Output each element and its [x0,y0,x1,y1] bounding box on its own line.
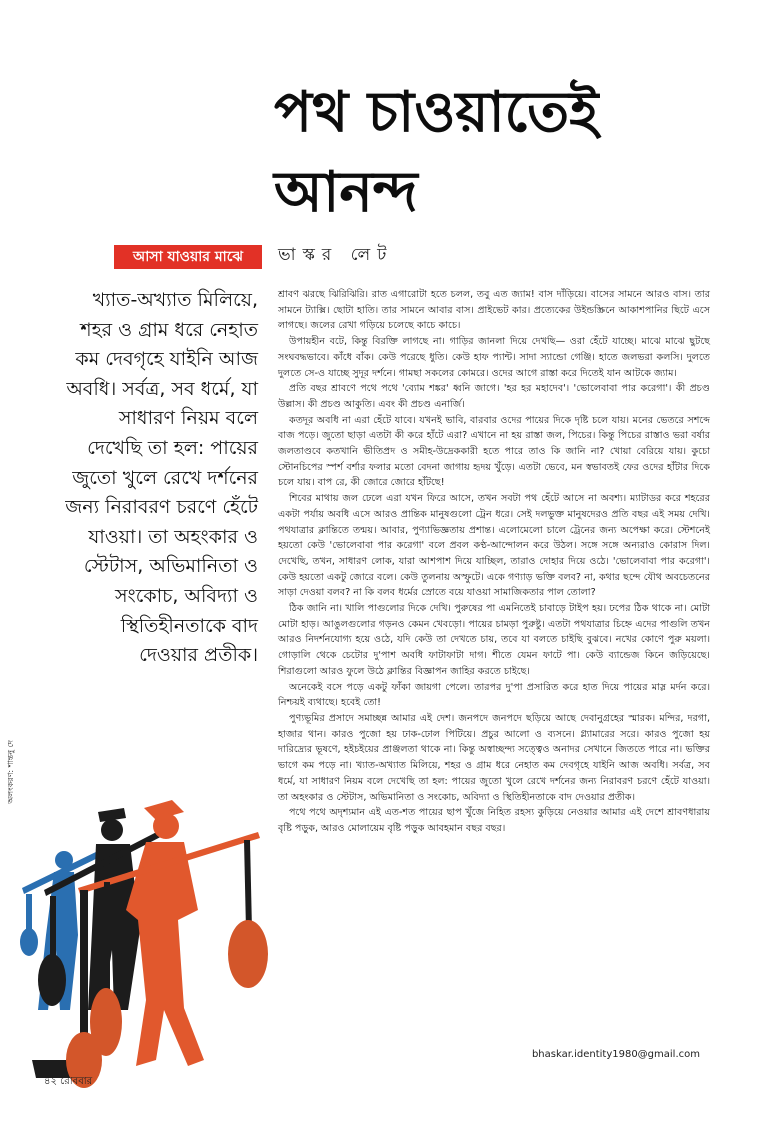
page-footer: ৪২ রোববার [44,1076,93,1087]
article-paragraph: প্রতি বছর শ্রাবণে পথে পথে 'ব্যোম শঙ্কর' ধ্বনি জাগে। 'হর হর মহাদেব'। 'ভোলেবাবা পার করেগা'। কী প্রচণ্ড উল্লাস। কী প্রচণ্ড আকুতি। এবং কী প্রচণ্ড এনার্জি। [278,383,710,410]
article-paragraph: শিবের মাথায় জল ঢেলে এরা যখন ফিরে আসে, তখন সবটা পথ হেঁটে আসে না অবশ্য। ম্যাটাডর করে শহরের একটা পর্যায় অবধি এসে আরও প্রান্তিক মানুষগুলো ট্রেন ধরে। সেই দলভুক্ত মানুষদেরও প্রতি বছর এই সময় দেখি। পথযাত্রার ক্লান্তিতে তন্ময়। আবার, পুণ্যাভিজ্ঞতায় প্রশান্ত। এলোমেলো চালে ট্রেনের জন্য অপেক্ষা করে। স্টেশনেই হয়তো কেউ 'ভোলেবাবা পার করেগা' বলে প্রবল কণ্ঠ-আন্দোলন করে উঠল। সঙ্গে সঙ্গে অন্যরাও কোরাস দিল। দেখেছি, তখন, সাধারণ লোক, যারা আশপাশ দিয়ে যাচ্ছিল, তারাও দোহার দিয়ে ওঠে। 'ভোলেবাবা পার করেগা'। কেউ হয়তো একটু জোরে বলে। কেউ তুলনায় অস্ফুটে। একে গণ্যাড় ভক্তি বলব? না, কথার ছন্দে যৌথ অবচেতনের সাড়া দেওয়া বলব? না কি বলব ধর্মের স্রোতে বয়ে যাওয়া সামাজিকতার পাল তোলা? [278,493,710,599]
article-paragraph: ঠিক জানি না। খালি পাগুলোর দিকে দেখি। পুরুষের পা এমনিতেই চাবাড়ে টাইপ হয়। ঢপের ঠিক থাকে না। মোটা মোটা হাড়। আঙুলগুলোর গড়নও কেমন খেবড়ো। পায়ের চামড়া পুরুষ্টু। এতটা পথযাত্রার চিহ্নে এদের পাগুলি তখন আরও নিদর্শনযোগ্য হয়ে ওঠে, যদি কেউ তা দেখতে চায়, তবে যা বলতে চাইছি বুঝবে। নখের কোণে পুরু ময়লা। গোড়ালি থেকে চেটোর দু'পাশ অবধি ফাটাফাটা দাগ। শীতে যেমন ফাটে পা। কেউ ব্যান্ডেজ কিনে জড়িয়েছে। শিরাগুলো আরও ফুলে উঠে ক্লান্তির বিজ্ঞাপন জাহির করতে চাইছে। [278,603,710,677]
article-paragraph: পুণ্যভূমির প্রসাদে সমাচ্ছন্ন আমার এই দেশ। জনপদে জনপদে ছড়িয়ে আছে দেবানুগ্রহের স্মারক। মন্দির, দরগা, হাজার থান। কারও পুজো হয় ঢাক-ঢোল পিটিয়ে। প্রচুর আলো ও ব্যসনে। গ্ল্যামারের সরে। কারও পুজো হয় দারিদ্র্যের ভূষণে, হইচইয়ের প্রাঞ্জলতা থাকে না। কিন্তু অস্বাচ্ছন্দ্য সত্ত্বেও অনাদর সেখানে জিততে পারে না। ভক্তির ভাগে কম পড়ে না। খ্যাত-অখ্যাত মিলিয়ে, শহর ও গ্রাম ধরে নেহাত কম দেবগৃহে যাইনি আজ অবধি। সর্বত্র, সব ধর্মে, যা সাধারণ নিয়ম বলে দেখেছি তা হল: পায়ের জুতো খুলে রেখে দর্শনের জন্য নিরাবরণ চরণে হেঁটে যাওয়া। তা অহংকার ও স্টেটাস, অভিমানিতা ও সংকোচ, অবিদ্যা ও স্থিতিহীনতাকে বাদ দেওয়ার প্রতীক। [278,712,710,803]
pull-quote: খ্যাত-অখ্যাত মিলিয়ে, শহর ও গ্রাম ধরে নেহাত কম দেবগৃহে যাইনি আজ অবধি। সর্বত্র, সব ধর্মে, যা সাধারণ নিয়ম বলে দেখেছি তা হল: পায়ের জুতো খুলে রেখে দর্শনের জন্য নিরাবরণ চরণে হেঁটে যাওয়া। তা অহংকার ও স্টেটাস, অভিমানিতা ও সংকোচ, অবিদ্যা ও স্থিতিহীনতাকে বাদ দেওয়ার প্রতীক। [65,289,258,667]
article-paragraph: পথে পথে অদৃশ্যমান এই এত-শত পায়ের ছাপ খুঁজে নিহিত রহস্য কুড়িয়ে নেওয়ার আমার এই দেশে শ্রাবণধারায় বৃষ্টি পড়ুক, আরও মোলায়েম বৃষ্টি পড়ুক আবহমান বছর বছর। [278,807,710,834]
article-title: পথ চাওয়াতেই আনন্দ [274,79,599,225]
illustration-credit: অলংকরণ: শান্তনু দে [6,740,15,804]
author-email[interactable]: bhaskar.identity1980@gmail.com [531,1049,700,1060]
section-tag: আসা যাওয়ার মাঝে [114,245,262,269]
article-paragraph: কতদূর অবধি না এরা হেঁটে যাবে। যখনই ভাবি, বারবার ওদের পায়ের দিকে দৃষ্টি চলে যায়। মনের ভেতরে সশব্দে বাজ পড়ে। জুতো ছাড়া এতটা কী করে হাঁটে এরা? এখানে না হয় রাস্তা জল, পিচের। কিন্তু পিচের রাস্তাও ভরা বর্ষার জলতাণ্ডবে কতখানি ভীতিপ্রদ ও সমীহ-উদ্রেককারী হতে পারে তাও কি জানি না? খোয়া বেরিয়ে যায়। কুচো স্টোনচিপের স্পর্শ বর্শার ফলার মতো বেদনা জাগায় হৃদয় খুঁড়ে। এতটা ভেবে, মন স্বভাবতই ফের ওদের হাঁটার দিকে চলে যায়। বাপ রে, কী জোরে জোরে হাঁটছে! [278,414,710,489]
article-body [278,287,710,837]
pilgrims-illustration [8,760,278,1090]
article-paragraph: উপায়হীন বটে, কিন্তু বিরক্তি লাগছে না। গাড়ির জানলা দিয়ে দেখছি— ওরা হেঁটে যাচ্ছে। মাঝে মাঝে ছুটছে সংঘবদ্ধভাবে। কাঁধে বাঁক। কেউ পরেছে ধুতি। কেউ হাফ প্যান্ট। সাদা স্যান্ডো গেঞ্জি। হাতে জলভরা কলসি। দুলতে দুলতে সে-ও যাচ্ছে সুদূর দর্শনে। গামছা সকলের কোমরে। ওদের আগে রাস্তা করে দিতেই যান আটকে জ্যাম। [278,336,710,379]
article-paragraph: অনেকেই বসে পড়ে একটু ফাঁকা জায়গা পেলে। তারপর দু'পা প্রসারিত করে হাত দিয়ে পায়ের মাস্ল মর্দন করে। নিশ্চয়ই ব্যথাছে। হবেই তো! [278,681,710,709]
author-byline: ভাস্কর লেট [278,245,394,265]
article-paragraph: শ্রাবণ ঝরছে ঝিরিঝিরি। রাত এগারোটা হতে চলল, তবু এত জ্যাম! বাস দাঁড়িয়ে। বাসের সামনে আরও বাস। তার সামনে ট্যাক্সি। ছোটা হাতি। তার সামনে আবার বাস। প্রাইভেট কার। প্রত্যেকের উইন্ডস্ক্রিনে আকাশপানির ছিটে এসে লাগছে। জলের রেখা গড়িয়ে চলেছে কাচে কাচে। [278,289,710,332]
